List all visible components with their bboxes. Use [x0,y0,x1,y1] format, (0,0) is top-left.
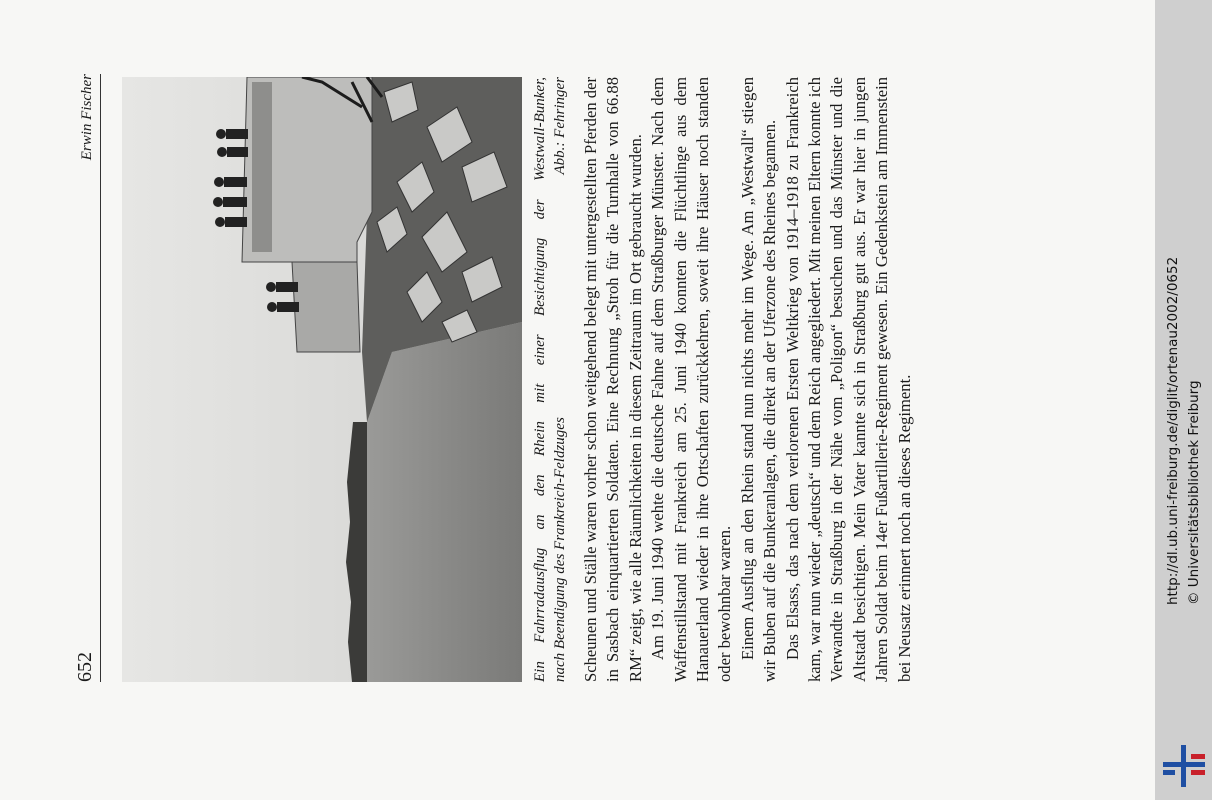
page-number: 652 [74,652,96,682]
paragraph-4: Das Elsass, das nach dem verlorenen Ersten Weltkrieg von 1914–1918 zu Frankreich kam, war nun wieder „deutsch“ und dem Reich angegliedert. Mit meinen Eltern konnte ich Verwandte in Straßburg in der Nähe vom „Poligon“ besuchen und das Münster und die Altstadt besichtigen. Mein Vater kannte sich in Straßburg gut aus. Er war hier in jungen Jahren Soldat beim 14er Fußartillerie-Regiment gewesen. Ein Gedenkstein am Immenstein bei Neusatz erinnert noch an dieses Regiment. [782,77,914,682]
photo-caption [530,77,570,682]
stamp-url[interactable]: http://dl.ub.uni-freiburg.de/diglit/ortenau2002/0652 [1165,256,1181,605]
body-text [580,77,916,682]
photo-credit: Abb.: Fehringer [552,77,568,175]
paragraph-3: Einem Ausflug an den Rhein stand nun nichts mehr im Wege. Am „Westwall“ stiegen wir Buben auf die Bunkeranlagen, die direkt an der Uferzone des Rheines begannen. [737,77,780,682]
caption-line-2 [550,77,570,682]
running-head [72,74,101,682]
paragraph-1: Scheunen und Ställe waren vorher schon weitgehend belegt mit untergestellten Pferden der in Sasbach einquartierten Soldaten. Eine Rechnung „Stroh für die Turnhalle von 66.88 RM“ zeigt, wie alle Räumlichkeiten in diesem Zeitraum im Ort gebraucht wurden. [581,77,645,682]
running-head-author: Erwin Fischer [79,74,95,161]
paragraph-2: Am 19. Juni 1940 wehte die deutsche Fahne auf dem Straßburger Münster. Nach dem Waffenstillstand mit Frankreich am 25. Juni 1940 konnten die Flüchtlinge aus dem Hanauerland wieder in ihre Ortschaften zurückkehren, soweit ihre Häuser noch standen oder bewohnbar waren. [648,77,735,682]
stamp-copyright: © Universitätsbibliothek Freiburg [1186,380,1202,605]
caption-line-1: Ein Fahrradausflug an den Rhein mit einer Besichtigung der Westwall-Bunker, [532,77,548,682]
stamp-text [1155,0,1212,800]
library-stamp-strip [1155,0,1212,800]
bunker-photo [122,77,522,682]
bunker-photo-icon [122,77,522,682]
caption-text: nach Beendigung des Frankreich-Feldzuges [552,417,568,682]
ub-freiburg-logo-icon [1163,745,1205,787]
